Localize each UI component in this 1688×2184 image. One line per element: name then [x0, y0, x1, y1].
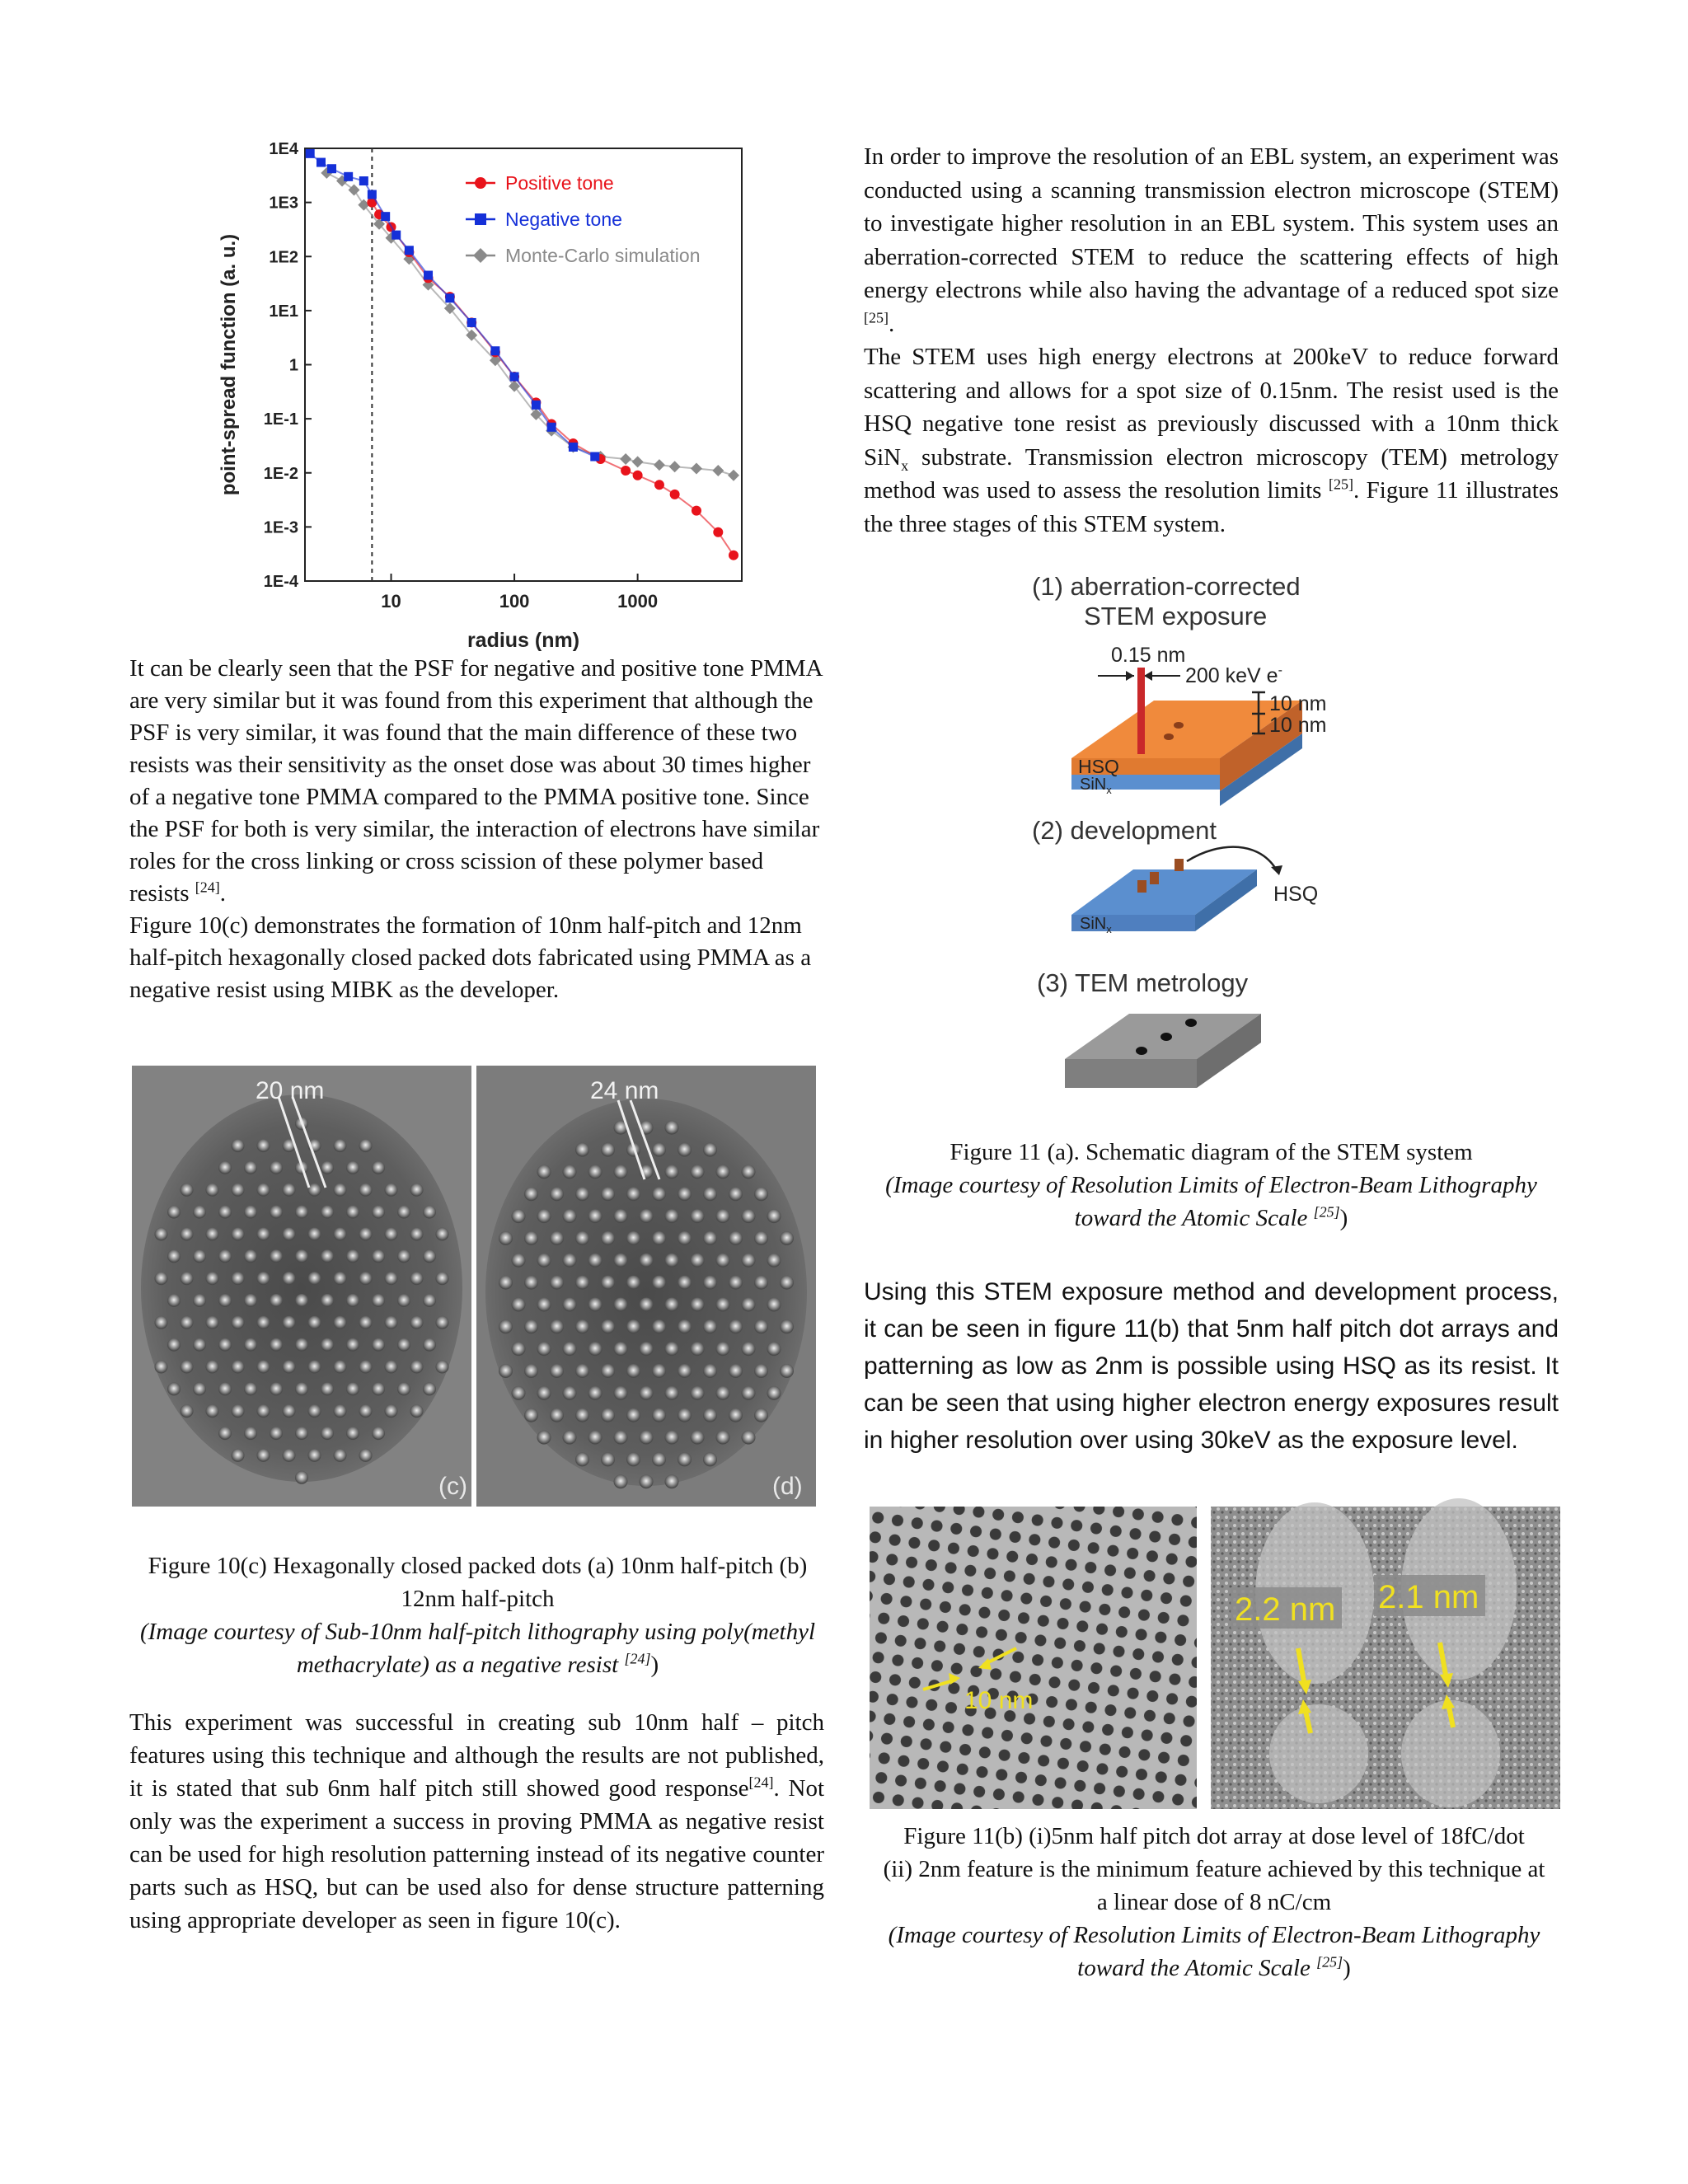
figure-11a-schematic [1022, 569, 1418, 1104]
citation-24-b: [24] [748, 1774, 774, 1791]
fig10-left-dimension: 20 nm [256, 1077, 325, 1104]
positive-tone-point [729, 551, 738, 560]
negative-tone-point [359, 176, 368, 185]
right-paragraph-3 [864, 1273, 1559, 1459]
simulation-point [712, 465, 724, 476]
citation-25: [25] [864, 308, 889, 326]
y-tick-label: 1E-4 [263, 573, 298, 591]
x-tick-label: 1000 [617, 591, 659, 612]
electron-beam [1137, 668, 1145, 754]
negative-tone-point [532, 401, 541, 410]
positive-tone-point [692, 506, 701, 516]
figure-11b-micrographs [870, 1507, 1560, 1809]
series-line-1 [310, 153, 595, 457]
gap-label-left: 2.2 nm [1235, 1591, 1336, 1628]
panel-label-d: (d) [772, 1473, 803, 1500]
y-tick-label: 1E2 [269, 248, 298, 267]
positive-tone-point [654, 480, 664, 490]
citation-25-b: [25] [1328, 476, 1353, 493]
figure-10-courtesy-end: ) [650, 1652, 659, 1678]
negative-tone-point [381, 212, 390, 221]
simulation-point [728, 470, 739, 481]
left-paragraph-1-text: It can be clearly seen that the PSF for negative and positive tone PMMA are very similar but it was found from this experiment that although the PSF is very similar, it was found that the main difference of these two resists was their sensitivity as the onset dose was about 30 times higher of a negative tone PMMA compared to the PMMA positive tone. Since the PSF for both is very similar, the interaction of electrons have similar roles for the cross linking or cross scission of these polymer based resists [129, 655, 823, 907]
dot-array-micrograph [870, 1507, 1197, 1809]
sin-thickness-label: 10 nm [1269, 714, 1327, 737]
y-tick-label: 1E-2 [263, 464, 298, 483]
right-paragraph-3-text: Using this STEM exposure method and development process, it can be seen in figure 11(b) that 5nm half pitch dot arrays and patterning as low as 2nm is possible using HSQ as its resist. It can be seen that using higher electron energy exposures result in higher resolution over using 30keV as the exposure level. [864, 1278, 1559, 1454]
negative-tone-point [368, 190, 377, 199]
simulation-point [669, 461, 681, 472]
figure-11a-courtesy-end: ) [1339, 1205, 1348, 1231]
figure-10-micrographs [132, 1066, 816, 1507]
x-tick-label: 10 [381, 591, 401, 612]
stage-3-title: (3) TEM metrology [1037, 968, 1249, 997]
stage-1-subtitle: STEM exposure [1084, 602, 1268, 630]
right-paragraph-2-text-c: . Figure 11 illustrates the three stages of this STEM system. [864, 477, 1559, 537]
negative-tone-point [424, 271, 433, 280]
hsq-layer-label: HSQ [1078, 756, 1119, 777]
positive-tone-point [633, 471, 643, 480]
simulation-point [632, 456, 644, 467]
figure-11b-caption [880, 1820, 1548, 1985]
left-paragraph-3 [129, 1706, 824, 1937]
gap-label-right: 2.1 nm [1378, 1579, 1479, 1615]
panel-label-c: (c) [438, 1473, 467, 1500]
y-tick-label: 1E3 [269, 194, 298, 213]
legend-entry: Positive tone [505, 172, 614, 194]
stage-1-title: (1) aberration-corrected [1032, 572, 1301, 601]
dot-pitch-label: 10 nm [964, 1687, 1034, 1714]
negative-tone-point [405, 246, 414, 255]
figure-11a-caption [864, 1136, 1559, 1235]
legend-marker-positive [475, 177, 486, 189]
positive-tone-point [670, 490, 680, 499]
simulation-point [654, 459, 665, 471]
simulation-point [691, 463, 702, 475]
sinx-subscript: x [901, 457, 909, 474]
positive-tone-point [621, 466, 631, 476]
psf-plot-area [218, 140, 742, 652]
sin-layer-label: SiN$_x$ [1080, 776, 1112, 796]
right-paragraph-1-text: In order to improve the resolution of an EBL system, an experiment was conducted using a scanning transmission electron microscope (STEM) to investigate higher resolution in an EBL system. This system uses an aberration-corrected STEM to reduce the scattering effects of high energy electrons while also having the advantage of a reduced spot size [864, 143, 1559, 303]
negative-tone-point [316, 158, 326, 167]
figure-11b-caption-text-2: (ii) 2nm feature is the minimum feature achieved by this technique at a linear dose of 8 nC/cm [883, 1856, 1545, 1915]
negative-tone-point [392, 231, 401, 240]
hsq-removed-label: HSQ [1273, 883, 1319, 906]
psf-chart [210, 140, 779, 652]
left-paragraph-3-text-a: This experiment was successful in creating sub 10nm half – pitch features using this technique and although the results are not published, it is stated that sub 6nm half pitch still showed good response [129, 1709, 824, 1802]
figure-11a-caption-text: Figure 11 (a). Schematic diagram of the STEM system [950, 1139, 1473, 1165]
right-paragraph-1-end: . [889, 310, 895, 337]
figure-11b-caption-text-1: Figure 11(b) (i)5nm half pitch dot array at dose level of 18fC/dot [903, 1823, 1525, 1849]
citation-24: [24] [195, 879, 220, 896]
negative-tone-point [490, 346, 499, 355]
figure-11b-courtesy-ref: [25] [1316, 1953, 1343, 1971]
legend-entry: Monte-Carlo simulation [505, 245, 701, 266]
left-paragraph-1 [129, 653, 826, 1006]
negative-tone-point [590, 452, 599, 461]
negative-tone-point [467, 318, 476, 327]
y-tick-label: 1E-1 [263, 410, 298, 429]
negative-tone-point [510, 373, 519, 382]
left-paragraph-3-text-b: . Not only was the experiment a success in proving PMMA as negative resist can be used for high resolution patterning instead of its negative counter parts such as HSQ, but can be used also for dense structure patterning using appropriate developer as seen in figure 10(c). [129, 1775, 824, 1933]
y-tick-label: 1E-3 [263, 518, 298, 537]
y-tick-label: 1E4 [269, 140, 298, 158]
negative-tone-point [569, 443, 578, 452]
y-axis-label: point-spread function (a. u.) [218, 233, 240, 496]
beam-energy-label: 200 keV e- [1185, 663, 1282, 687]
stage-2-title: (2) development [1032, 816, 1217, 845]
y-tick-label: 1 [288, 356, 298, 375]
right-paragraph-1 [864, 140, 1559, 541]
figure-10-courtesy: (Image courtesy of Sub-10nm half-pitch lithography using poly(methyl methacrylate) as a negative resist [139, 1619, 816, 1678]
x-tick-label: 100 [499, 591, 530, 612]
figure-11b-courtesy: (Image courtesy of Resolution Limits of Electron-Beam Lithography toward the Atomic Scale [888, 1922, 1540, 1981]
negative-tone-point [344, 172, 353, 181]
negative-tone-point [327, 164, 336, 173]
figure-11a-courtesy-ref: [25] [1313, 1203, 1340, 1221]
right-paragraph-2-text-a: The STEM uses high energy electrons at 200keV to reduce forward scattering and allows for a spot size of 0.15nm. The resist used is the HSQ negative tone resist as previously discussed with a 10nm thick SiN [864, 344, 1559, 471]
figure-10-caption-text: Figure 10(c) Hexagonally closed packed dots (a) 10nm half-pitch (b) 12nm half-pitch [148, 1553, 808, 1612]
x-axis-label: radius (nm) [467, 629, 580, 652]
hsq-thickness-label: 10 nm [1269, 692, 1327, 715]
legend-marker-simulation [473, 248, 488, 263]
negative-tone-point [445, 293, 454, 302]
figure-11b-courtesy-end: ) [1343, 1955, 1351, 1981]
sin-development-label: SiN$_x$ [1080, 915, 1112, 935]
simulation-point [620, 453, 631, 465]
spot-size-label: 0.15 nm [1111, 644, 1186, 667]
positive-tone-point [713, 527, 723, 537]
figure-10-courtesy-ref: [24] [624, 1650, 651, 1667]
figure-11a-courtesy: (Image courtesy of Resolution Limits of Electron-Beam Lithography toward the Atomic Scale [885, 1172, 1537, 1231]
legend-entry: Negative tone [505, 209, 622, 230]
left-paragraph-1-end: . [219, 880, 226, 907]
figure-10-caption [129, 1549, 826, 1681]
y-tick-label: 1E1 [269, 302, 298, 321]
left-paragraph-2-text: Figure 10(c) demonstrates the formation of 10nm half-pitch and 12nm half-pitch hexagonally closed packed dots fabricated using PMMA as a negative resist using MIBK as the developer. [129, 912, 812, 1003]
negative-tone-point [547, 423, 556, 432]
negative-tone-point [306, 149, 315, 158]
legend-marker-negative [475, 213, 486, 225]
right-paragraph-2-text-b: substrate. Transmission electron microscopy (TEM) metrology method was used to assess the resolution limits [864, 443, 1559, 504]
fig10-right-dimension: 24 nm [590, 1077, 659, 1104]
